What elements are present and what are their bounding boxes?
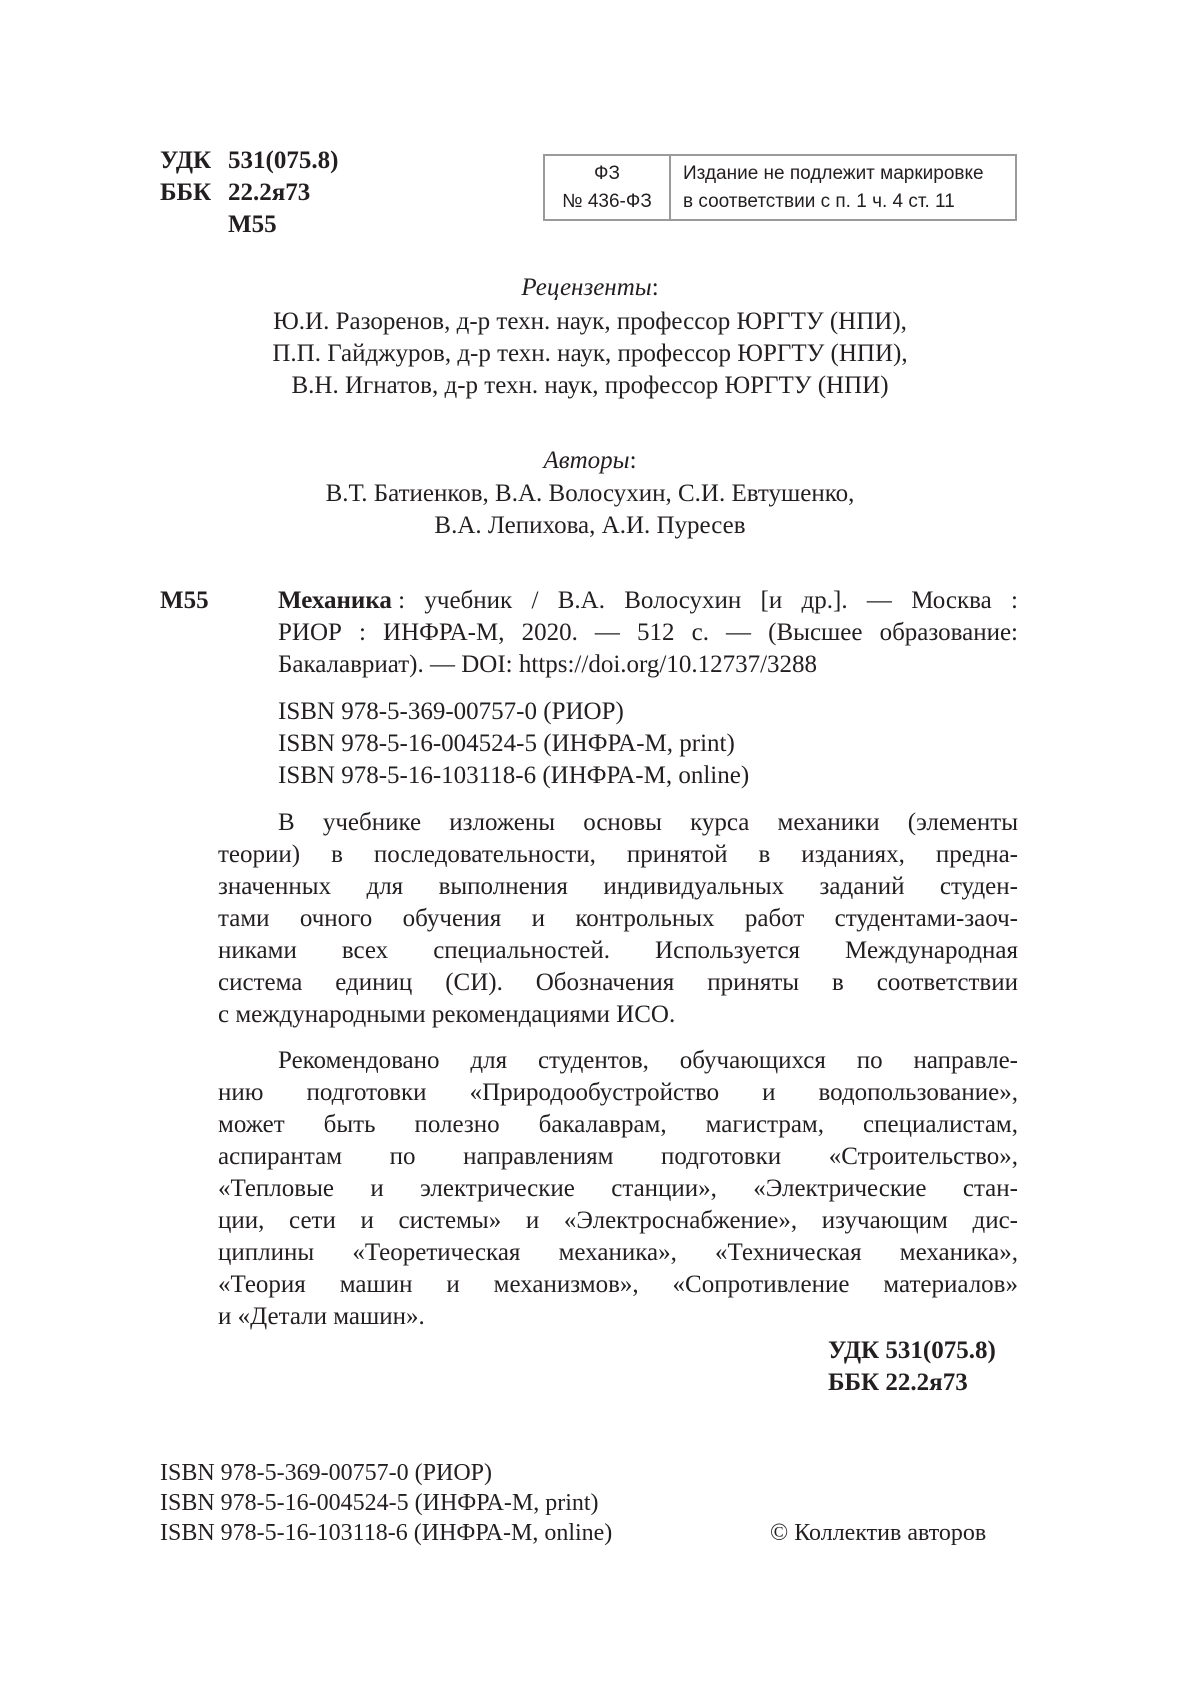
abstract-line: с международными рекомендациями ИСО. [218,1001,676,1028]
reviewers-title: Рецензенты [521,274,652,301]
abstract-line: «Тепловые и электрические станции», «Электрические стан- [218,1175,1018,1202]
catalog-line-2 [278,617,1018,649]
reviewer-line: Ю.И. Разоренов, д-р техн. наук, профессор ЮРГТУ (НПИ), [273,308,907,335]
marking-text-cell [671,156,1015,219]
isbn-line: ISBN 978-5-16-103118-6 (ИНФРА-М, online) [278,762,750,789]
authors-title: Авторы [543,447,630,474]
abstract-line: тами очного обучения и контрольных работ студентами-заоч- [218,905,1018,932]
book-title: Механика [278,587,392,614]
catalog-entry [278,585,1018,681]
author-mark-row [160,209,338,241]
law-line-1: ФЗ [594,162,620,184]
abstract-line: В учебнике изложены основы курса механики (элементы [278,809,1018,836]
reviewer-line: В.Н. Игнатов, д-р техн. наук, профессор ЮРГТУ (НПИ) [291,372,889,399]
bbk-row [160,177,338,209]
catalog-line-3-text: Бакалавриат). — DOI: https://doi.org/10.12737/3288 [278,651,818,678]
reviewers-list [160,306,1020,402]
catalog-author-mark: М55 [160,587,209,614]
reviewers-heading [160,272,1020,304]
footer-isbn-list [160,1458,612,1548]
bbk-value: 22.2я73 [228,179,311,206]
abstract-line: ции, сети и системы» и «Электроснабжение», изучающим дис- [218,1207,1018,1234]
reviewers-title-colon: : [651,274,659,301]
abstract-line: никами всех специальностей. Используется Международная [218,937,1018,964]
footer-isbn-line: ISBN 978-5-369-00757-0 (РИОР) [160,1460,492,1486]
udk-bbk-header [160,145,338,241]
authors-title-colon: : [629,447,637,474]
authors-heading [160,445,1020,477]
bbk-footer-line: ББК 22.2я73 [828,1369,968,1396]
authors-line: В.Т. Батиенков, В.А. Волосухин, С.И. Евтушенко, [325,480,855,507]
marking-notice-box [543,154,1017,221]
abstract-line: значенных для выполнения индивидуальных заданий студен- [218,873,1018,900]
abstract-line: циплины «Теоретическая механика», «Техническая механика», [218,1239,1018,1266]
catalog-line-2-text: РИОР : ИНФРА-М, 2020. — 512 с. — (Высшее образование: [278,619,1018,646]
abstract-line: теории) в последовательности, принятой в изданиях, предна- [218,841,1018,868]
abstract-line: Рекомендовано для студентов, обучающихся по направле- [278,1047,1018,1074]
isbn-line: ISBN 978-5-369-00757-0 (РИОР) [278,698,624,725]
abstract-line: нию подготовки «Природообустройство и водопользование», [218,1079,1018,1106]
catalog-line-1 [278,585,1018,617]
author-mark: М55 [228,211,277,238]
isbn-list [278,696,749,792]
udk-label: УДК [160,147,212,174]
authors-line: В.А. Лепихова, А.И. Пуресев [434,512,746,539]
abstract-line: и «Детали машин». [218,1303,425,1330]
marking-line-1: Издание не подлежит маркировке [683,162,984,184]
abstract-line: система единиц (СИ). Обозначения приняты в соответствии [218,969,1018,996]
udk-value: 531(075.8) [228,147,339,174]
abstract-paragraph-1 [218,807,1018,1031]
udk-footer-line: УДК 531(075.8) [828,1337,996,1364]
footer-isbn-line: ISBN 978-5-16-103118-6 (ИНФРА-М, online) [160,1520,613,1546]
footer-isbn-line: ISBN 978-5-16-004524-5 (ИНФРА-М, print) [160,1490,599,1516]
abstract-line: может быть полезно бакалаврам, магистрам, специалистам, [218,1111,1018,1138]
catalog-line-1-rest: : учебник / В.А. Волосухин [и др.]. — Москва : [398,587,1018,614]
abstract-line: аспирантам по направлениям подготовки «Строительство», [218,1143,1018,1170]
abstract-paragraph-2 [218,1045,1018,1333]
marking-line-2: в соответствии с п. 1 ч. 4 ст. 11 [683,190,955,212]
udk-row [160,145,338,177]
abstract-line: «Теория машин и механизмов», «Сопротивление материалов» [218,1271,1018,1298]
copyright-notice: © Коллектив авторов [770,1520,987,1546]
law-reference-cell [545,156,671,219]
isbn-line: ISBN 978-5-16-004524-5 (ИНФРА-М, print) [278,730,735,757]
catalog-line-3 [278,649,1018,681]
authors-list [160,478,1020,542]
law-line-2: № 436-ФЗ [562,190,652,212]
bbk-label: ББК [160,179,212,206]
reviewer-line: П.П. Гайджуров, д-р техн. наук, профессор ЮРГТУ (НПИ), [272,340,908,367]
udk-bbk-footer [828,1335,996,1399]
